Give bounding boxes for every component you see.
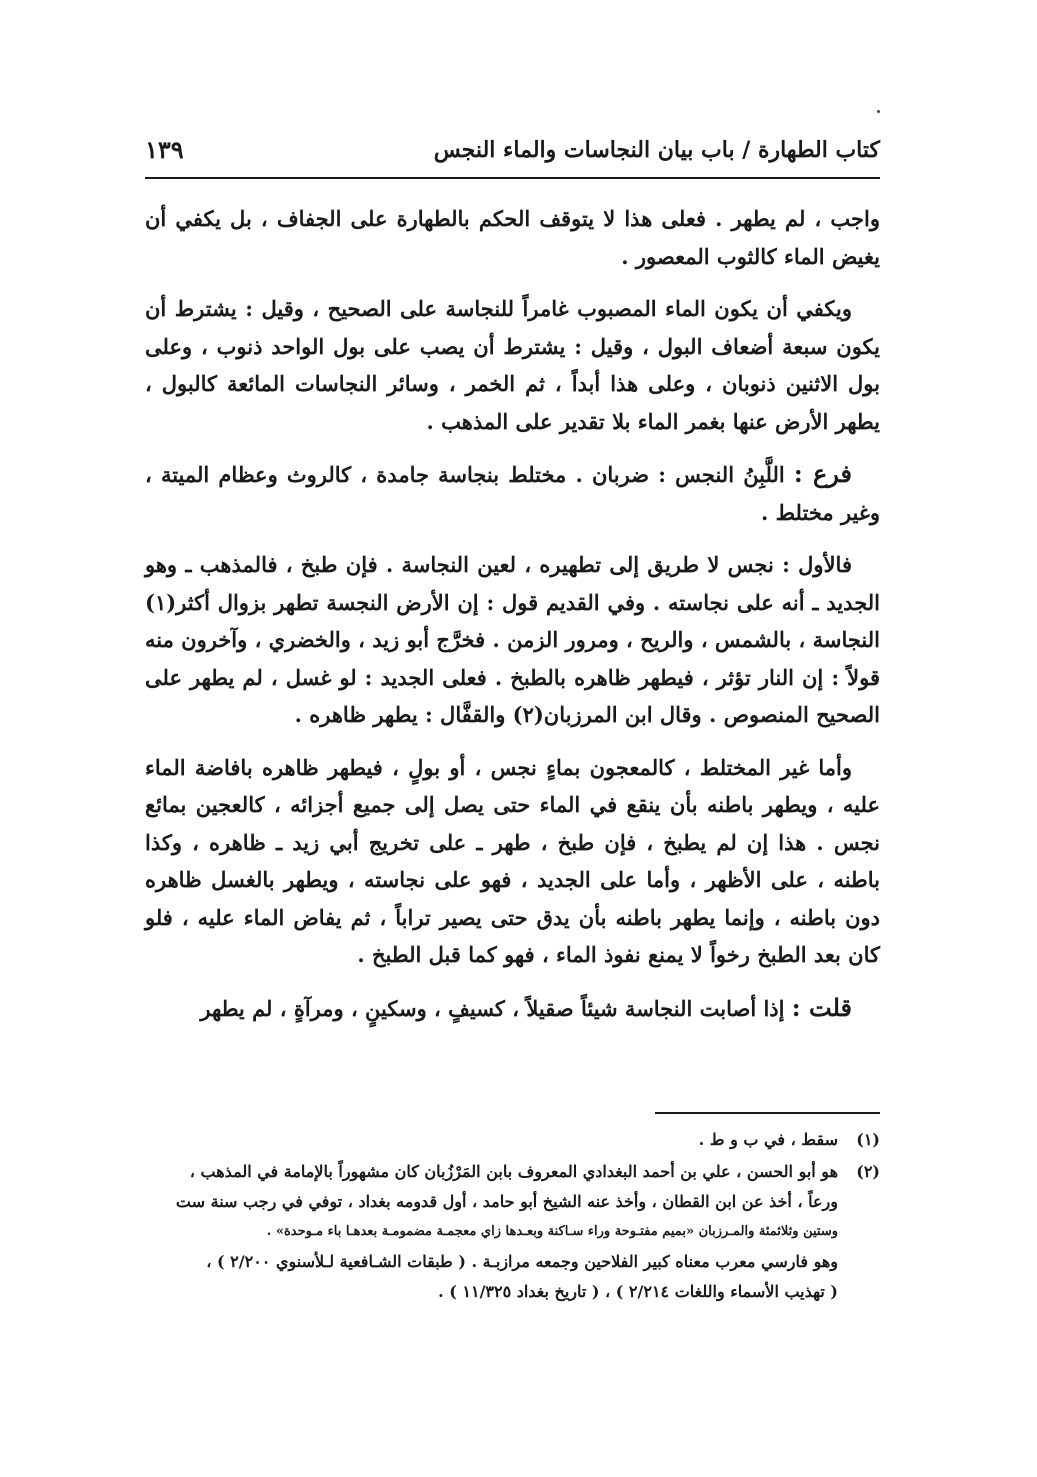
paragraph-lead: فرع : xyxy=(793,459,852,488)
running-header xyxy=(145,132,880,176)
footnote-line: ( تهذيب الأسماء واللغات ٢/٢١٤ ) ، ( تاريخ بغداد ١١/٣٢٥ ) . xyxy=(438,1282,838,1301)
paragraph-text: اللَّبِنُ النجس : ضربان . مختلط بنجاسة جامدة ، كالروث وعظام الميتة ، وغير مختلط . xyxy=(145,462,880,525)
page-number: ١٣٩ xyxy=(145,135,184,164)
footnote-text xyxy=(145,1157,838,1307)
paragraph-lead: قلت : xyxy=(791,992,852,1022)
footnote-line: ورعاً ، أخذ عن ابن القطان ، وأخذ عنه الشيخ أبو حامد ، أول قدومه بغداد ، توفي في رجب سنة ست xyxy=(175,1192,838,1211)
footnote-line: وستين وثلاثمئة والمـرزبان «بميم مفتـوحة وراء سـاكنة وبعـدها زاي معجمـة مضمومـة بعدهـا باء مـوحدة» . xyxy=(266,1224,838,1239)
footnote xyxy=(145,1157,880,1307)
paragraph: واجب ، لم يطهر . فعلى هذا لا يتوقف الحكم بالطهارة على الجفاف ، بل يكفي أن يغيض الماء كالثوب المعصور . xyxy=(145,206,880,269)
footnote xyxy=(145,1125,880,1155)
main-text xyxy=(145,200,880,1042)
footnote-text: سقط ، في ب و ط . xyxy=(698,1130,838,1149)
footnote-number: (٢) xyxy=(856,1162,880,1181)
footnotes xyxy=(145,1125,880,1309)
paragraph: ويكفي أن يكون الماء المصبوب غامراً للنجاسة على الصحيح ، وقيل : يشترط أن يكون سبعة أضعاف البول ، وقيل : يشترط أن يصب على بول الواحد ذنوب ، وعلى بول الاثنين ذنوبان ، وعلى هذا أبداً ، ثم الخمر ، وسائر النجاسات المائعة كالبول ، يطهر الأرض عنها بغمر الماء بلا تقدير على المذهب . xyxy=(145,296,880,434)
footnote-divider xyxy=(655,1112,880,1114)
footnote-line: هو أبو الحسن ، علي بن أحمد البغدادي المعروف بابن المَرْزُبان كان مشهوراً بالإمامة في المذهب ، xyxy=(189,1162,838,1181)
footnote-line: وهو فارسي معرب معناه كبير الفلاحين وجمعه مرازبـة . ( طبقات الشـافعية لـلأسنوي ٢/٢٠٠ ) ، xyxy=(206,1252,838,1271)
paragraph-text: إذا أصابت النجاسة شيئاً صقيلاً ، كسيفٍ ، وسكينٍ ، ومرآةٍ ، لم يطهر xyxy=(200,995,785,1021)
paragraph: فالأول : نجس لا طريق إلى تطهيره ، لعين النجاسة . فإن طبخ ، فالمذهب ـ وهو الجديد ـ أنه على نجاسته . وفي القديم قول : إن الأرض النجسة تطهر بزوال أكثر(١) النجاسة ، بالشمس ، والريح ، ومرور الزمن . فخرَّج أبو زيد ، والخضري ، وآخرون منه قولاً : إن النار تؤثر ، فيطهر ظاهره بالطبخ . فعلى الجديد : لو غسل ، لم يطهر على الصحيح المنصوص . وقال ابن المرزبان(٢) والقفَّال : يطهر ظاهره . xyxy=(145,552,880,727)
header-divider xyxy=(145,177,880,179)
paragraph: وأما غير المختلط ، كالمعجون بماءٍ نجس ، أو بولٍ ، فيطهر ظاهره بافاضة الماء عليه ، ويطهر باطنه بأن ينقع في الماء حتى يصل إلى جميع أجزائه ، كالعجين بمائع نجس . هذا إن لم يطبخ ، فإن طبخ ، طهر ـ على تخريج أبي زيد ـ ظاهره ، وكذا باطنه ، على الأظهر ، وأما على الجديد ، فهو على نجاسته ، ويطهر بالغسل ظاهره دون باطنه ، وإنما يطهر باطنه بأن يدق حتى يصير تراباً ، ثم يفاض الماء عليه ، فلو كان بعد الطبخ رخواً لا يمنع نفوذ الماء ، فهو كما قبل الطبخ . xyxy=(145,754,880,967)
paragraph xyxy=(145,455,880,531)
print-speck xyxy=(877,110,880,113)
footnote-number: (١) xyxy=(856,1130,880,1149)
paragraph xyxy=(145,989,880,1028)
chapter-title: كتاب الطهارة / باب بيان النجاسات والماء النجس xyxy=(433,137,880,163)
